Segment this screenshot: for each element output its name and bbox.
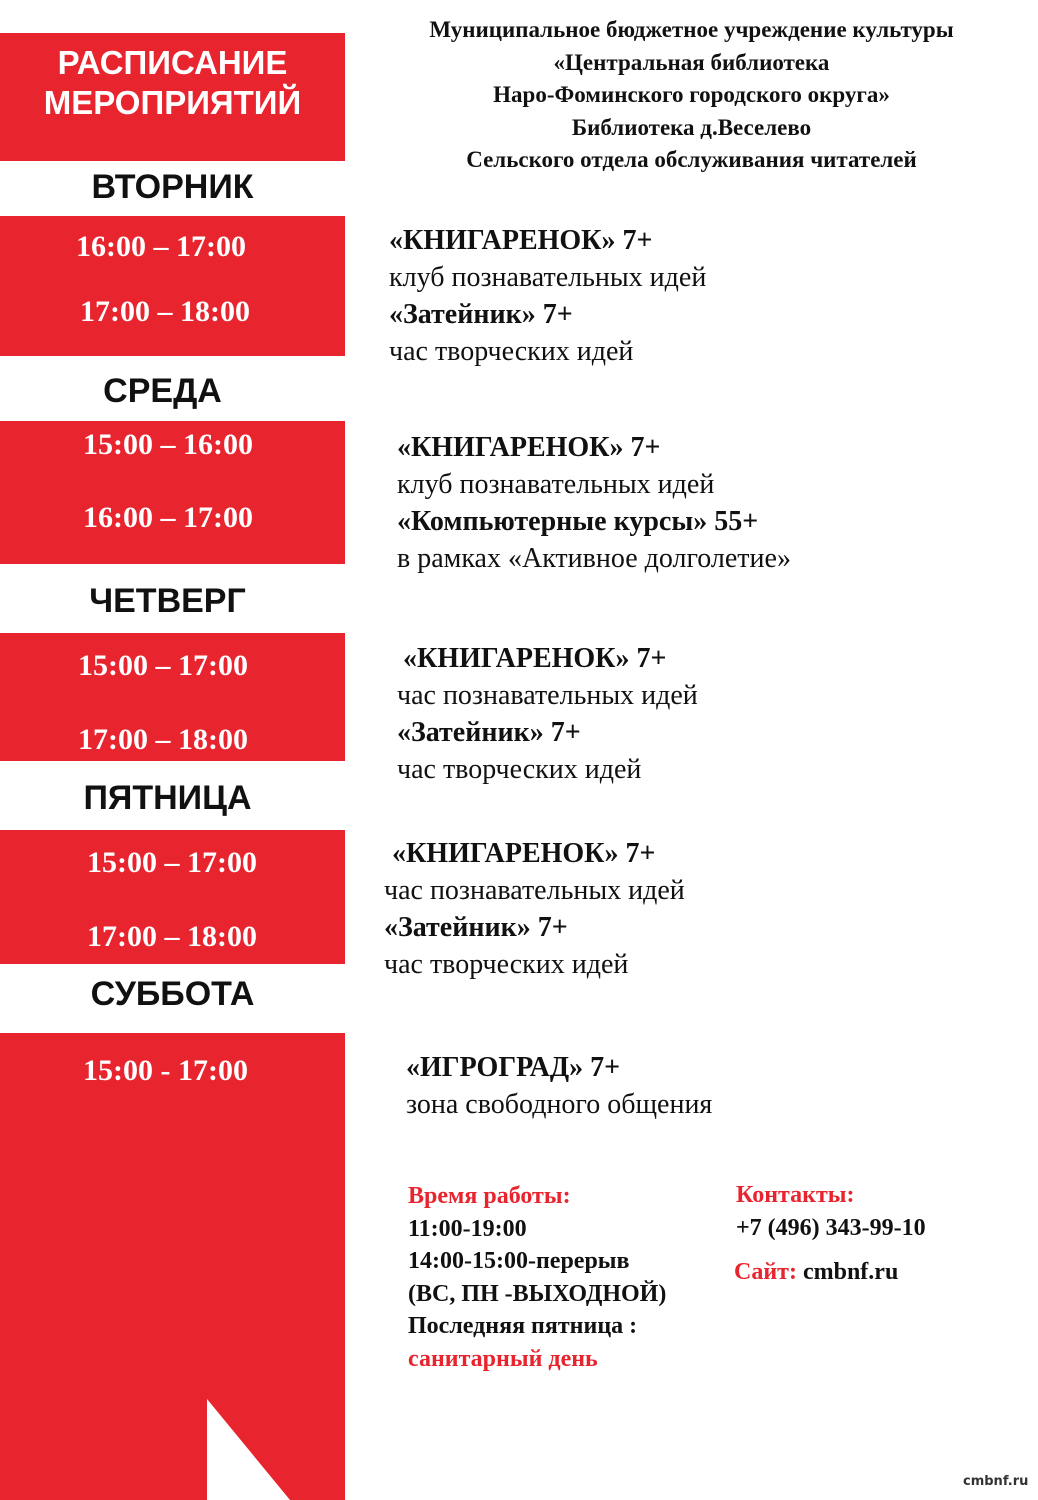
sidebar-notch xyxy=(0,1390,345,1500)
events-friday xyxy=(384,835,685,983)
last-friday-note: Последняя пятница : xyxy=(408,1313,638,1339)
time-slot: 17:00 – 18:00 xyxy=(80,295,250,328)
day-label-thursday: ЧЕТВЕРГ xyxy=(89,582,246,620)
work-hours-time: 11:00-19:00 xyxy=(408,1215,527,1242)
events-saturday xyxy=(406,1049,712,1123)
event-desc: час познавательных идей xyxy=(384,875,685,906)
day-label-saturday: СУББОТА xyxy=(90,975,255,1013)
work-hours xyxy=(408,1180,666,1375)
event-title: «Затейник» 7+ xyxy=(397,717,581,748)
time-slot: 16:00 – 17:00 xyxy=(83,501,253,534)
time-slot: 15:00 – 17:00 xyxy=(78,649,248,682)
events-wednesday xyxy=(397,429,791,577)
work-hours-days-off: (ВС, ПН -ВЫХОДНОЙ) xyxy=(408,1280,667,1307)
time-slot: 15:00 – 17:00 xyxy=(87,846,257,879)
institution-header: Муниципальное бюджетное учреждение культуры «Центральная библиотека Наро-Фоминского городского округа» Библиотека д.Веселево Сельского отдела обслуживания читателей xyxy=(429,17,954,172)
event-title: «КНИГАРЕНОК» 7+ xyxy=(397,432,661,463)
event-desc: час творческих идей xyxy=(389,336,634,367)
event-title: «КНИГАРЕНОК» 7+ xyxy=(392,838,656,869)
site-line xyxy=(734,1256,898,1289)
event-title: «КНИГАРЕНОК» 7+ xyxy=(389,225,653,256)
day-label-wednesday: СРЕДА xyxy=(103,372,222,410)
event-title: «ИГРОГРАД» 7+ xyxy=(406,1052,621,1083)
sanitary-day: санитарный день xyxy=(408,1345,598,1372)
event-title: «Затейник» 7+ xyxy=(389,299,573,330)
contacts-label: Контакты: xyxy=(736,1182,855,1208)
time-slot: 17:00 – 18:00 xyxy=(87,920,257,953)
event-title: «Компьютерные курсы» 55+ xyxy=(397,506,759,537)
events-tuesday xyxy=(389,222,706,370)
contacts xyxy=(736,1179,926,1244)
events-thursday xyxy=(397,640,698,788)
time-slot: 17:00 – 18:00 xyxy=(78,723,248,756)
event-desc: клуб познавательных идей xyxy=(389,262,707,293)
site-label: Сайт: xyxy=(734,1259,797,1285)
event-title: «КНИГАРЕНОК» 7+ xyxy=(403,643,667,674)
time-slot: 16:00 – 17:00 xyxy=(76,230,246,263)
site-link[interactable]: cmbnf.ru xyxy=(802,1259,899,1285)
time-slot: 15:00 - 17:00 xyxy=(83,1054,248,1087)
event-desc: в рамках «Активное долголетие» xyxy=(397,543,791,574)
day-label-tuesday: ВТОРНИК xyxy=(91,168,254,206)
event-desc: час творческих идей xyxy=(384,949,629,980)
event-desc: час познавательных идей xyxy=(397,680,698,711)
event-desc: зона свободного общения xyxy=(406,1089,713,1120)
watermark: cmbnf.ru xyxy=(963,1474,1029,1489)
event-title: «Затейник» 7+ xyxy=(384,912,568,943)
page-title: РАСПИСАНИЕ МЕРОПРИЯТИЙ xyxy=(43,44,302,121)
day-label-friday: ПЯТНИЦА xyxy=(83,779,252,817)
time-slot: 15:00 – 16:00 xyxy=(83,428,253,461)
event-desc: час творческих идей xyxy=(397,754,642,785)
work-hours-label: Время работы: xyxy=(408,1183,571,1209)
work-hours-break: 14:00-15:00-перерыв xyxy=(408,1248,630,1274)
event-desc: клуб познавательных идей xyxy=(397,469,715,500)
contact-phone: +7 (496) 343-99-10 xyxy=(736,1214,926,1241)
